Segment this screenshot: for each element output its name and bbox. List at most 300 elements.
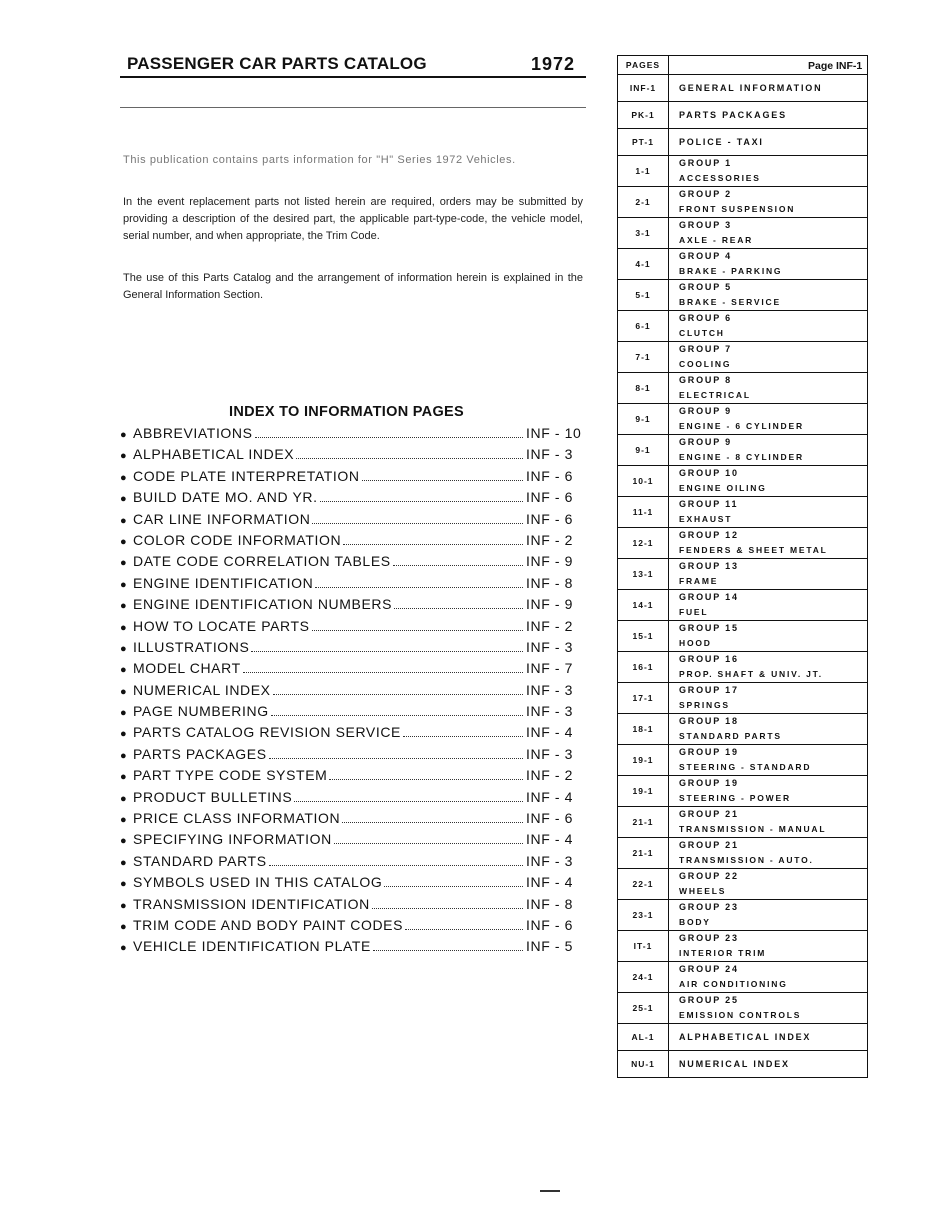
section-title: EMISSION CONTROLS: [679, 1010, 802, 1020]
section-title: STANDARD PARTS: [679, 731, 782, 741]
bullet-icon: ●: [120, 621, 128, 634]
section-title: FRAME: [679, 576, 719, 586]
section-cell: [669, 311, 868, 342]
section-title: EXHAUST: [679, 514, 733, 524]
section-page: 21-1: [618, 838, 669, 869]
section-cell: [669, 776, 868, 807]
section-title: SPRINGS: [679, 700, 730, 710]
section-page: 11-1: [618, 497, 669, 528]
index-entry: [120, 703, 582, 724]
index-entry-label: ENGINE IDENTIFICATION: [133, 574, 314, 591]
pages-table-row: [618, 373, 868, 404]
section-page: 9-1: [618, 404, 669, 435]
section-line: GROUP 9: [679, 437, 732, 447]
bullet-icon: ●: [120, 450, 128, 463]
index-entry-page: INF - 2: [526, 767, 573, 784]
index-entry: [120, 810, 582, 831]
index-entry-label: SYMBOLS USED IN THIS CATALOG: [133, 874, 383, 891]
section-cell: [669, 156, 868, 187]
index-entry: [120, 724, 582, 745]
index-entry-page: INF - 3: [526, 703, 573, 720]
index-entry: [120, 853, 582, 874]
index-entry: [120, 575, 582, 596]
intro-paragraph-1: This publication contains parts information for "H" Series 1972 Vehicles.: [123, 154, 516, 166]
index-entry-label: MODEL CHART: [133, 660, 241, 677]
index-entry-label: SPECIFYING INFORMATION: [133, 831, 332, 848]
index-entry: [120, 553, 582, 574]
section-title: AXLE - REAR: [679, 235, 754, 245]
bullet-icon: ●: [120, 707, 128, 720]
section-title: FENDERS & SHEET METAL: [679, 545, 828, 555]
section-line: GROUP 7: [679, 344, 732, 354]
section-cell: [669, 435, 868, 466]
pages-table-row: [618, 993, 868, 1024]
pages-table-row: [618, 1024, 868, 1051]
bullet-icon: ●: [120, 814, 128, 827]
pages-table-row: [618, 931, 868, 962]
section-page: 2-1: [618, 187, 669, 218]
section-title: ENGINE - 6 CYLINDER: [679, 421, 804, 431]
pages-table: [617, 55, 868, 1078]
index-entry-page: INF - 3: [526, 638, 573, 655]
section-line: GROUP 14: [679, 592, 739, 602]
index-entry-page: INF - 2: [526, 531, 573, 548]
section-cell: [669, 621, 868, 652]
section-cell: [669, 807, 868, 838]
section-page: PT-1: [618, 129, 669, 156]
index-entry-label: ALPHABETICAL INDEX: [133, 446, 295, 463]
section-cell: [669, 497, 868, 528]
section-line: GROUP 6: [679, 313, 732, 323]
index-entry-label: NUMERICAL INDEX: [133, 681, 271, 698]
section-line: GROUP 2: [679, 189, 732, 199]
section-page: 19-1: [618, 745, 669, 776]
index-entry-page: INF - 8: [526, 895, 573, 912]
section-cell: [669, 75, 868, 102]
title-subrule: [120, 107, 586, 108]
section-line: GROUP 23: [679, 902, 739, 912]
section-title: CLUTCH: [679, 328, 725, 338]
section-line: GROUP 9: [679, 406, 732, 416]
pages-table-row: [618, 776, 868, 807]
pages-header-cell: PAGES: [618, 56, 669, 75]
section-title: ENGINE - 8 CYLINDER: [679, 452, 804, 462]
section-title: INTERIOR TRIM: [679, 948, 767, 958]
pages-table-row: [618, 311, 868, 342]
section-cell: [669, 590, 868, 621]
index-entry: [120, 532, 582, 553]
leader-dots: [394, 608, 523, 609]
leader-dots: [269, 865, 523, 866]
section-title: BODY: [679, 917, 711, 927]
index-entry: [120, 489, 582, 510]
section-page: 6-1: [618, 311, 669, 342]
pages-table-row: [618, 102, 868, 129]
index-entry-page: INF - 8: [526, 574, 573, 591]
index-entry-page: INF - 3: [526, 852, 573, 869]
section-title: HOOD: [679, 638, 712, 648]
index-entry: [120, 446, 582, 467]
title-rule: [120, 76, 586, 78]
section-title: PROP. SHAFT & UNIV. JT.: [679, 669, 823, 679]
leader-dots: [362, 480, 523, 481]
section-page: AL-1: [618, 1024, 669, 1051]
index-entry-label: PARTS PACKAGES: [133, 745, 267, 762]
section-line: NUMERICAL INDEX: [679, 1058, 790, 1069]
section-line: GROUP 23: [679, 933, 739, 943]
index-entry: [120, 938, 582, 959]
index-entry-label: PARTS CATALOG REVISION SERVICE: [133, 724, 401, 741]
index-entry-label: TRANSMISSION IDENTIFICATION: [133, 895, 370, 912]
section-cell: [669, 931, 868, 962]
leader-dots: [343, 544, 523, 545]
index-entry: [120, 682, 582, 703]
index-entry: [120, 789, 582, 810]
pages-table-row: [618, 683, 868, 714]
leader-dots: [405, 929, 523, 930]
pages-table-row: [618, 342, 868, 373]
index-entry-label: STANDARD PARTS: [133, 852, 267, 869]
index-entry: [120, 746, 582, 767]
index-entry-label: PAGE NUMBERING: [133, 703, 269, 720]
section-title: TRANSMISSION - MANUAL: [679, 824, 827, 834]
leader-dots: [384, 886, 523, 887]
section-title: FRONT SUSPENSION: [679, 204, 796, 214]
section-cell: [669, 280, 868, 311]
section-cell: [669, 962, 868, 993]
section-title: ELECTRICAL: [679, 390, 751, 400]
pages-table-row: [618, 621, 868, 652]
index-entry: [120, 831, 582, 852]
section-page: 21-1: [618, 807, 669, 838]
leader-dots: [251, 651, 523, 652]
section-cell: [669, 1051, 868, 1078]
index-entry-label: COLOR CODE INFORMATION: [133, 531, 342, 548]
section-page: 14-1: [618, 590, 669, 621]
bullet-icon: ●: [120, 578, 128, 591]
index-entry-page: INF - 4: [526, 788, 573, 805]
pages-table-row: [618, 280, 868, 311]
index-entry: [120, 874, 582, 895]
pages-table-row: [618, 156, 868, 187]
section-page: INF-1: [618, 75, 669, 102]
pages-table-row: [618, 714, 868, 745]
bullet-icon: ●: [120, 728, 128, 741]
section-line: GROUP 5: [679, 282, 732, 292]
bullet-icon: ●: [120, 942, 128, 955]
index-entry-label: PRICE CLASS INFORMATION: [133, 810, 341, 827]
index-entry-page: INF - 6: [526, 510, 573, 527]
section-cell: [669, 993, 868, 1024]
section-page: IT-1: [618, 931, 669, 962]
section-title: ENGINE OILING: [679, 483, 767, 493]
section-cell: [669, 745, 868, 776]
leader-dots: [271, 715, 523, 716]
bullet-icon: ●: [120, 835, 128, 848]
section-line: GROUP 21: [679, 809, 739, 819]
section-cell: [669, 838, 868, 869]
index-entry-page: INF - 3: [526, 446, 573, 463]
section-title: BRAKE - PARKING: [679, 266, 783, 276]
leader-dots: [393, 565, 523, 566]
index-entry-page: INF - 3: [526, 745, 573, 762]
index-entry-label: ILLUSTRATIONS: [133, 638, 250, 655]
section-cell: [669, 714, 868, 745]
section-page: 23-1: [618, 900, 669, 931]
section-page: 13-1: [618, 559, 669, 590]
section-line: GROUP 3: [679, 220, 732, 230]
section-cell: [669, 102, 868, 129]
index-list: [120, 425, 582, 960]
index-entry: [120, 425, 582, 446]
section-page: 10-1: [618, 466, 669, 497]
leader-dots: [269, 758, 523, 759]
section-page: 12-1: [618, 528, 669, 559]
index-entry-page: INF - 6: [526, 916, 573, 933]
section-page: 8-1: [618, 373, 669, 404]
index-entry-page: INF - 4: [526, 831, 573, 848]
pages-table-row: [618, 1051, 868, 1078]
bullet-icon: ●: [120, 600, 128, 613]
pages-table-row: [618, 466, 868, 497]
bullet-icon: ●: [120, 429, 128, 441]
leader-dots: [312, 630, 523, 631]
section-page: 24-1: [618, 962, 669, 993]
pages-table-row: [618, 652, 868, 683]
pages-table-row: [618, 528, 868, 559]
pages-table-row: [618, 838, 868, 869]
bullet-icon: ●: [120, 514, 128, 527]
section-cell: [669, 1024, 868, 1051]
leader-dots: [255, 437, 523, 438]
bullet-icon: ●: [120, 642, 128, 655]
leader-dots: [296, 458, 523, 459]
section-page: 18-1: [618, 714, 669, 745]
bullet-icon: ●: [120, 493, 128, 506]
index-entry-page: INF - 9: [526, 553, 573, 570]
section-cell: [669, 249, 868, 280]
section-line: GROUP 15: [679, 623, 739, 633]
index-entry-page: INF - 9: [526, 596, 573, 613]
leader-dots: [334, 843, 523, 844]
index-entry-label: PART TYPE CODE SYSTEM: [133, 767, 328, 784]
section-page: PK-1: [618, 102, 669, 129]
leader-dots: [294, 801, 523, 802]
section-line: ALPHABETICAL INDEX: [679, 1031, 812, 1042]
leader-dots: [315, 587, 523, 588]
index-entry-page: INF - 7: [526, 660, 573, 677]
catalog-year: 1972: [531, 54, 576, 74]
section-title: WHEELS: [679, 886, 727, 896]
section-line: GROUP 21: [679, 840, 739, 850]
section-line: GROUP 8: [679, 375, 732, 385]
pages-table-header: [618, 56, 868, 75]
pages-table-row: [618, 75, 868, 102]
index-entry: [120, 596, 582, 617]
pages-header-blank: [669, 56, 868, 75]
pages-table-row: [618, 404, 868, 435]
section-page: 15-1: [618, 621, 669, 652]
section-line: GROUP 19: [679, 747, 739, 757]
index-entry: [120, 639, 582, 660]
index-entry-page: INF - 6: [526, 489, 573, 506]
index-entry-label: ENGINE IDENTIFICATION NUMBERS: [133, 596, 393, 613]
leader-dots: [312, 523, 523, 524]
section-page: NU-1: [618, 1051, 669, 1078]
index-entry-page: INF - 10: [526, 425, 582, 441]
section-page: 25-1: [618, 993, 669, 1024]
section-line: GENERAL INFORMATION: [679, 82, 823, 93]
intro-paragraph-3: The use of this Parts Catalog and the arrangement of information herein is explained in the General Information Section.: [123, 272, 583, 301]
index-entry: [120, 511, 582, 532]
bullet-icon: ●: [120, 749, 128, 762]
index-entry-label: PRODUCT BULLETINS: [133, 788, 293, 805]
section-title: AIR CONDITIONING: [679, 979, 788, 989]
leader-dots: [372, 908, 523, 909]
index-entry-label: DATE CODE CORRELATION TABLES: [133, 553, 391, 570]
section-title: FUEL: [679, 607, 709, 617]
pages-table-row: [618, 559, 868, 590]
pages-table-row: [618, 435, 868, 466]
section-line: GROUP 19: [679, 778, 739, 788]
index-entry: [120, 896, 582, 917]
index-entry-label: BUILD DATE MO. AND YR.: [133, 489, 318, 506]
section-page: 1-1: [618, 156, 669, 187]
pages-table-row: [618, 590, 868, 621]
pages-table-row: [618, 129, 868, 156]
bullet-icon: ●: [120, 471, 128, 484]
footer-mark: [540, 1190, 560, 1192]
pages-table-row: [618, 807, 868, 838]
index-entry-page: INF - 5: [526, 938, 573, 955]
section-page: 22-1: [618, 869, 669, 900]
leader-dots: [329, 779, 523, 780]
bullet-icon: ●: [120, 920, 128, 933]
section-page: 5-1: [618, 280, 669, 311]
section-line: GROUP 25: [679, 995, 739, 1005]
index-entry-page: INF - 3: [526, 681, 573, 698]
index-entry-label: CAR LINE INFORMATION: [133, 510, 311, 527]
index-entry-page: INF - 2: [526, 617, 573, 634]
page-number-label: Page INF-1: [808, 60, 863, 72]
section-page: 9-1: [618, 435, 669, 466]
pages-table-row: [618, 218, 868, 249]
section-page: 19-1: [618, 776, 669, 807]
bullet-icon: ●: [120, 899, 128, 912]
section-title: ACCESSORIES: [679, 173, 761, 183]
leader-dots: [273, 694, 523, 695]
section-line: PARTS PACKAGES: [679, 109, 787, 120]
bullet-icon: ●: [120, 856, 128, 869]
index-entry: [120, 917, 582, 938]
index-entry-label: VEHICLE IDENTIFICATION PLATE: [133, 938, 371, 955]
section-line: GROUP 22: [679, 871, 739, 881]
pages-table-row: [618, 497, 868, 528]
pages-table-row: [618, 869, 868, 900]
pages-table-row: [618, 187, 868, 218]
bullet-icon: ●: [120, 771, 128, 784]
bullet-icon: ●: [120, 535, 128, 548]
section-title: STEERING - POWER: [679, 793, 791, 803]
section-line: GROUP 4: [679, 251, 732, 261]
index-entry: [120, 468, 582, 489]
index-entry-label: HOW TO LOCATE PARTS: [133, 617, 310, 634]
section-cell: [669, 869, 868, 900]
section-line: GROUP 10: [679, 468, 739, 478]
leader-dots: [342, 822, 523, 823]
pages-table-row: [618, 745, 868, 776]
section-title: STEERING - STANDARD: [679, 762, 812, 772]
pages-table-row: [618, 962, 868, 993]
section-line: GROUP 11: [679, 499, 739, 509]
bullet-icon: ●: [120, 878, 128, 891]
section-cell: [669, 218, 868, 249]
intro-paragraph-2: In the event replacement parts not listed herein are required, orders may be submitted by providing a description of the desired part, the applicable part-type-code, the vehicle model, serial number, and when appropriate, the Trim Code.: [123, 196, 583, 242]
section-cell: [669, 528, 868, 559]
section-title: BRAKE - SERVICE: [679, 297, 781, 307]
section-title: COOLING: [679, 359, 732, 369]
section-line: GROUP 17: [679, 685, 739, 695]
section-line: GROUP 16: [679, 654, 739, 664]
section-cell: [669, 342, 868, 373]
index-entry: [120, 660, 582, 681]
index-entry-label: ABBREVIATIONS: [133, 425, 253, 441]
index-entry-page: INF - 6: [526, 467, 573, 484]
index-entry-page: INF - 6: [526, 810, 573, 827]
section-cell: [669, 187, 868, 218]
section-cell: [669, 559, 868, 590]
section-line: GROUP 24: [679, 964, 739, 974]
bullet-icon: ●: [120, 685, 128, 698]
section-page: 4-1: [618, 249, 669, 280]
section-line: POLICE - TAXI: [679, 136, 764, 147]
index-entry: [120, 767, 582, 788]
bullet-icon: ●: [120, 792, 128, 805]
index-entry-page: INF - 4: [526, 874, 573, 891]
section-cell: [669, 683, 868, 714]
index-entry-page: INF - 4: [526, 724, 573, 741]
index-entry-label: TRIM CODE AND BODY PAINT CODES: [133, 916, 404, 933]
section-cell: [669, 129, 868, 156]
section-line: GROUP 12: [679, 530, 739, 540]
index-entry: [120, 618, 582, 639]
section-cell: [669, 900, 868, 931]
section-line: GROUP 1: [679, 158, 732, 168]
section-cell: [669, 404, 868, 435]
leader-dots: [373, 950, 523, 951]
bullet-icon: ●: [120, 557, 128, 570]
index-entry-label: CODE PLATE INTERPRETATION: [133, 467, 360, 484]
section-page: 3-1: [618, 218, 669, 249]
document-title: PASSENGER CAR PARTS CATALOG: [127, 54, 427, 73]
section-line: GROUP 13: [679, 561, 739, 571]
section-page: 16-1: [618, 652, 669, 683]
section-line: GROUP 18: [679, 716, 739, 726]
section-title: TRANSMISSION - AUTO.: [679, 855, 814, 865]
index-heading: INDEX TO INFORMATION PAGES: [229, 404, 464, 420]
section-page: 17-1: [618, 683, 669, 714]
leader-dots: [243, 672, 523, 673]
section-cell: [669, 466, 868, 497]
section-cell: [669, 652, 868, 683]
pages-table-row: [618, 249, 868, 280]
pages-table-row: [618, 900, 868, 931]
leader-dots: [403, 736, 523, 737]
section-page: 7-1: [618, 342, 669, 373]
bullet-icon: ●: [120, 664, 128, 677]
section-cell: [669, 373, 868, 404]
leader-dots: [320, 501, 523, 502]
